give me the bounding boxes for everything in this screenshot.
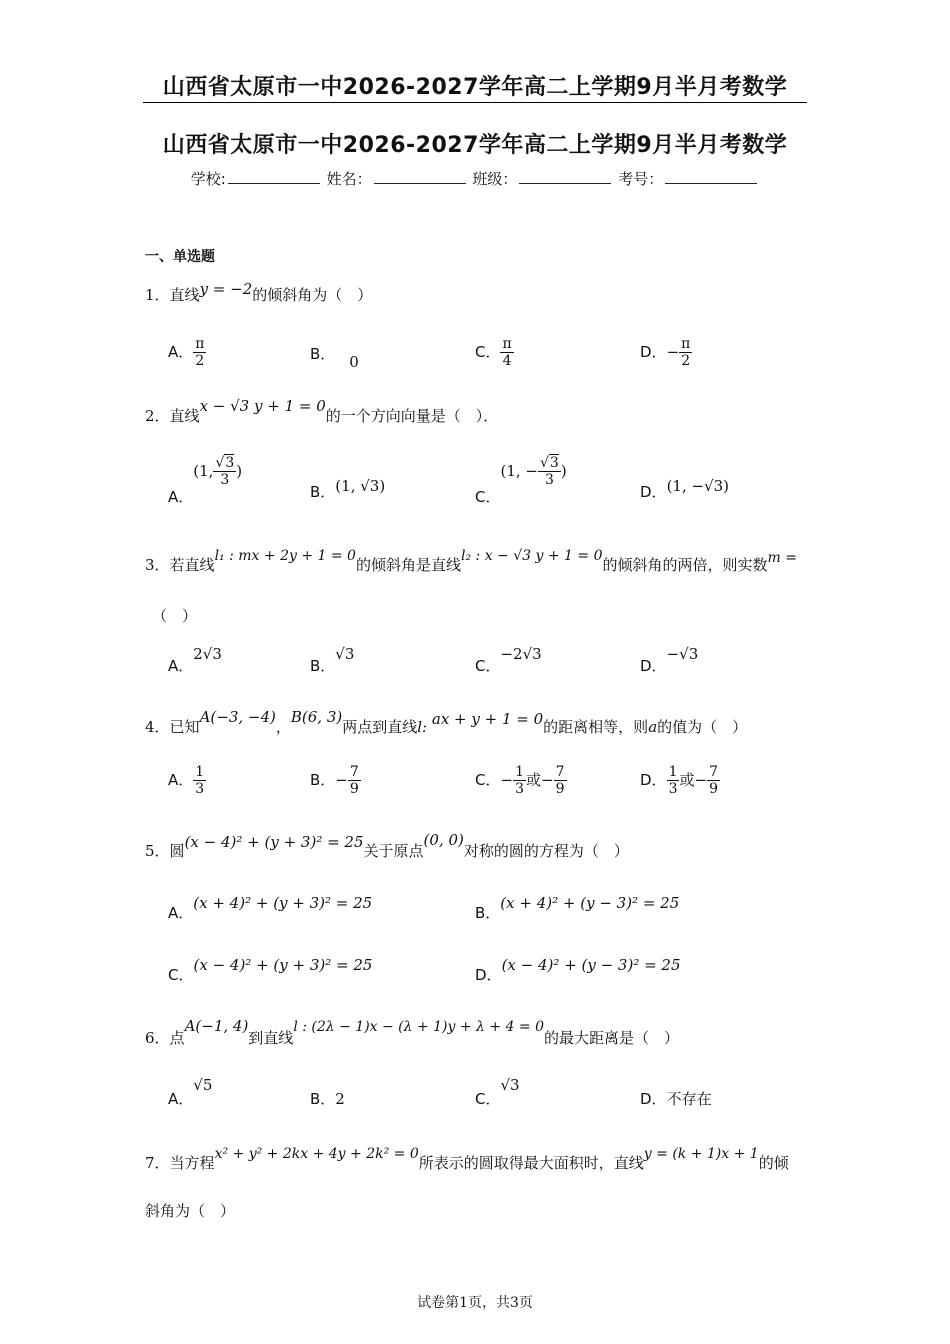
- question-5: 5．圆(x − 4)² + (y + 3)² = 25关于原点(0, 0)对称的圆的方程为（ ）: [145, 831, 629, 860]
- question-3: 3．若直线l₁ : mx + 2y + 1 = 0的倾斜角是直线l₂ : x − √3 y + 1 = 0的倾斜角的两倍，则实数m =: [145, 548, 797, 574]
- q5-origin: (0, 0): [423, 831, 464, 849]
- q1-option-c[interactable]: C． $\frac{\pi}{4}$: [475, 336, 512, 370]
- q6-option-a[interactable]: A．√5: [168, 1076, 213, 1108]
- q5-option-b[interactable]: B．(x + 4)² + (y − 3)² = 25: [475, 894, 680, 922]
- q2-option-b[interactable]: B．(1, √3): [310, 477, 386, 501]
- q5-option-c[interactable]: C．(x − 4)² + (y + 3)² = 25: [168, 956, 373, 984]
- page-footer: 试卷第1页，共3页: [417, 1295, 533, 1311]
- q5-circle-equation: (x − 4)² + (y + 3)² = 25: [184, 833, 364, 851]
- q4-option-a[interactable]: A． $\frac{1}{3}$: [168, 764, 205, 798]
- question-1: 1．直线y = −2的倾斜角为（ ）: [145, 280, 373, 304]
- q1-equation: y = −2: [199, 280, 253, 298]
- question-7: 7．当方程x² + y² + 2kx + 4y + 2k² = 0所表示的圆取得最大面积时，直线y = (k + 1)x + 1的倾: [145, 1146, 789, 1172]
- section-heading: 一、单选题: [145, 249, 215, 265]
- q4-point-b: B(6, 3): [290, 708, 343, 726]
- q7-line: y = (k + 1)x + 1: [643, 1146, 759, 1162]
- question-4: 4．已知A(−3, −4)，B(6, 3)两点到直线l: ax + y + 1 = 0的距离相等，则a的值为（ ）: [145, 708, 748, 736]
- q1-option-b[interactable]: B． 0: [310, 345, 359, 371]
- class-label: 班级：: [472, 170, 518, 188]
- q3-line-l2: l₂ : x − √3 y + 1 = 0: [460, 548, 603, 564]
- q4-option-d[interactable]: D． $\frac{1}{3}$ 或− $\frac{7}{9}$: [640, 764, 718, 798]
- q5-option-d[interactable]: D．(x − 4)² + (y − 3)² = 25: [475, 956, 681, 984]
- q6-option-d[interactable]: D．不存在: [640, 1090, 712, 1108]
- running-header: 山西省太原市一中2026-2027学年高二上学期9月半月考数学: [162, 75, 788, 100]
- q2-equation: x − √3 y + 1 = 0: [199, 397, 326, 415]
- q6-option-c[interactable]: C．√3: [475, 1076, 520, 1108]
- q3-option-a[interactable]: A．2√3: [168, 645, 222, 675]
- student-info-line: [0, 168, 950, 189]
- q3-line-l1: l₁ : mx + 2y + 1 = 0: [214, 548, 356, 564]
- q3-option-c[interactable]: C．−2√3: [475, 645, 542, 675]
- q4-line: ax + y + 1 = 0: [431, 710, 544, 728]
- q3-option-b[interactable]: B．√3: [310, 645, 355, 675]
- q5-option-a[interactable]: A．(x + 4)² + (y + 3)² = 25: [168, 894, 373, 922]
- q2-option-a[interactable]: A．(1, $\frac{√3}{3}$ ): [168, 455, 243, 507]
- document-title: 山西省太原市一中2026-2027学年高二上学期9月半月考数学: [162, 133, 788, 158]
- class-blank[interactable]: [519, 169, 611, 184]
- q1-option-d[interactable]: D．− $\frac{\pi}{2}$: [640, 336, 691, 370]
- q4-option-c[interactable]: C．− $\frac{1}{3}$ 或− $\frac{7}{9}$: [475, 764, 565, 798]
- q6-option-b[interactable]: B．2: [310, 1090, 345, 1108]
- q2-option-c[interactable]: C．(1, − $\frac{√3}{3}$ ): [475, 455, 567, 507]
- q2-option-d[interactable]: D．(1, −√3): [640, 477, 730, 501]
- question-6: 6．点A(−1, 4)到直线l : (2λ − 1)x − (λ + 1)y + λ + 4 = 0的最大距离是（ ）: [145, 1017, 680, 1047]
- q7-circle-equation: x² + y² + 2kx + 4y + 2k² = 0: [214, 1146, 419, 1162]
- name-label: 姓名：: [326, 170, 372, 188]
- q6-line: l : (2λ − 1)x − (λ + 1)y + λ + 4 = 0: [293, 1019, 544, 1035]
- q6-point-a: A(−1, 4): [184, 1017, 249, 1035]
- number-label: 考号：: [618, 170, 664, 188]
- q4-option-b[interactable]: B．− $\frac{7}{9}$: [310, 764, 359, 798]
- question-2: 2．直线x − √3 y + 1 = 0的一个方向向量是（ ）．: [145, 397, 499, 425]
- school-blank[interactable]: [228, 169, 320, 184]
- q3-option-d[interactable]: D．−√3: [640, 645, 699, 675]
- name-blank[interactable]: [374, 169, 466, 184]
- q4-point-a: A(−3, −4): [199, 708, 276, 726]
- q3-bracket: （ ）: [152, 607, 198, 625]
- school-label: 学校:: [190, 170, 226, 188]
- q1-option-a[interactable]: A． $\frac{\pi}{2}$: [168, 336, 205, 370]
- header-divider: [143, 102, 807, 103]
- number-blank[interactable]: [665, 169, 757, 184]
- q7-continuation: 斜角为（ ）: [145, 1202, 236, 1220]
